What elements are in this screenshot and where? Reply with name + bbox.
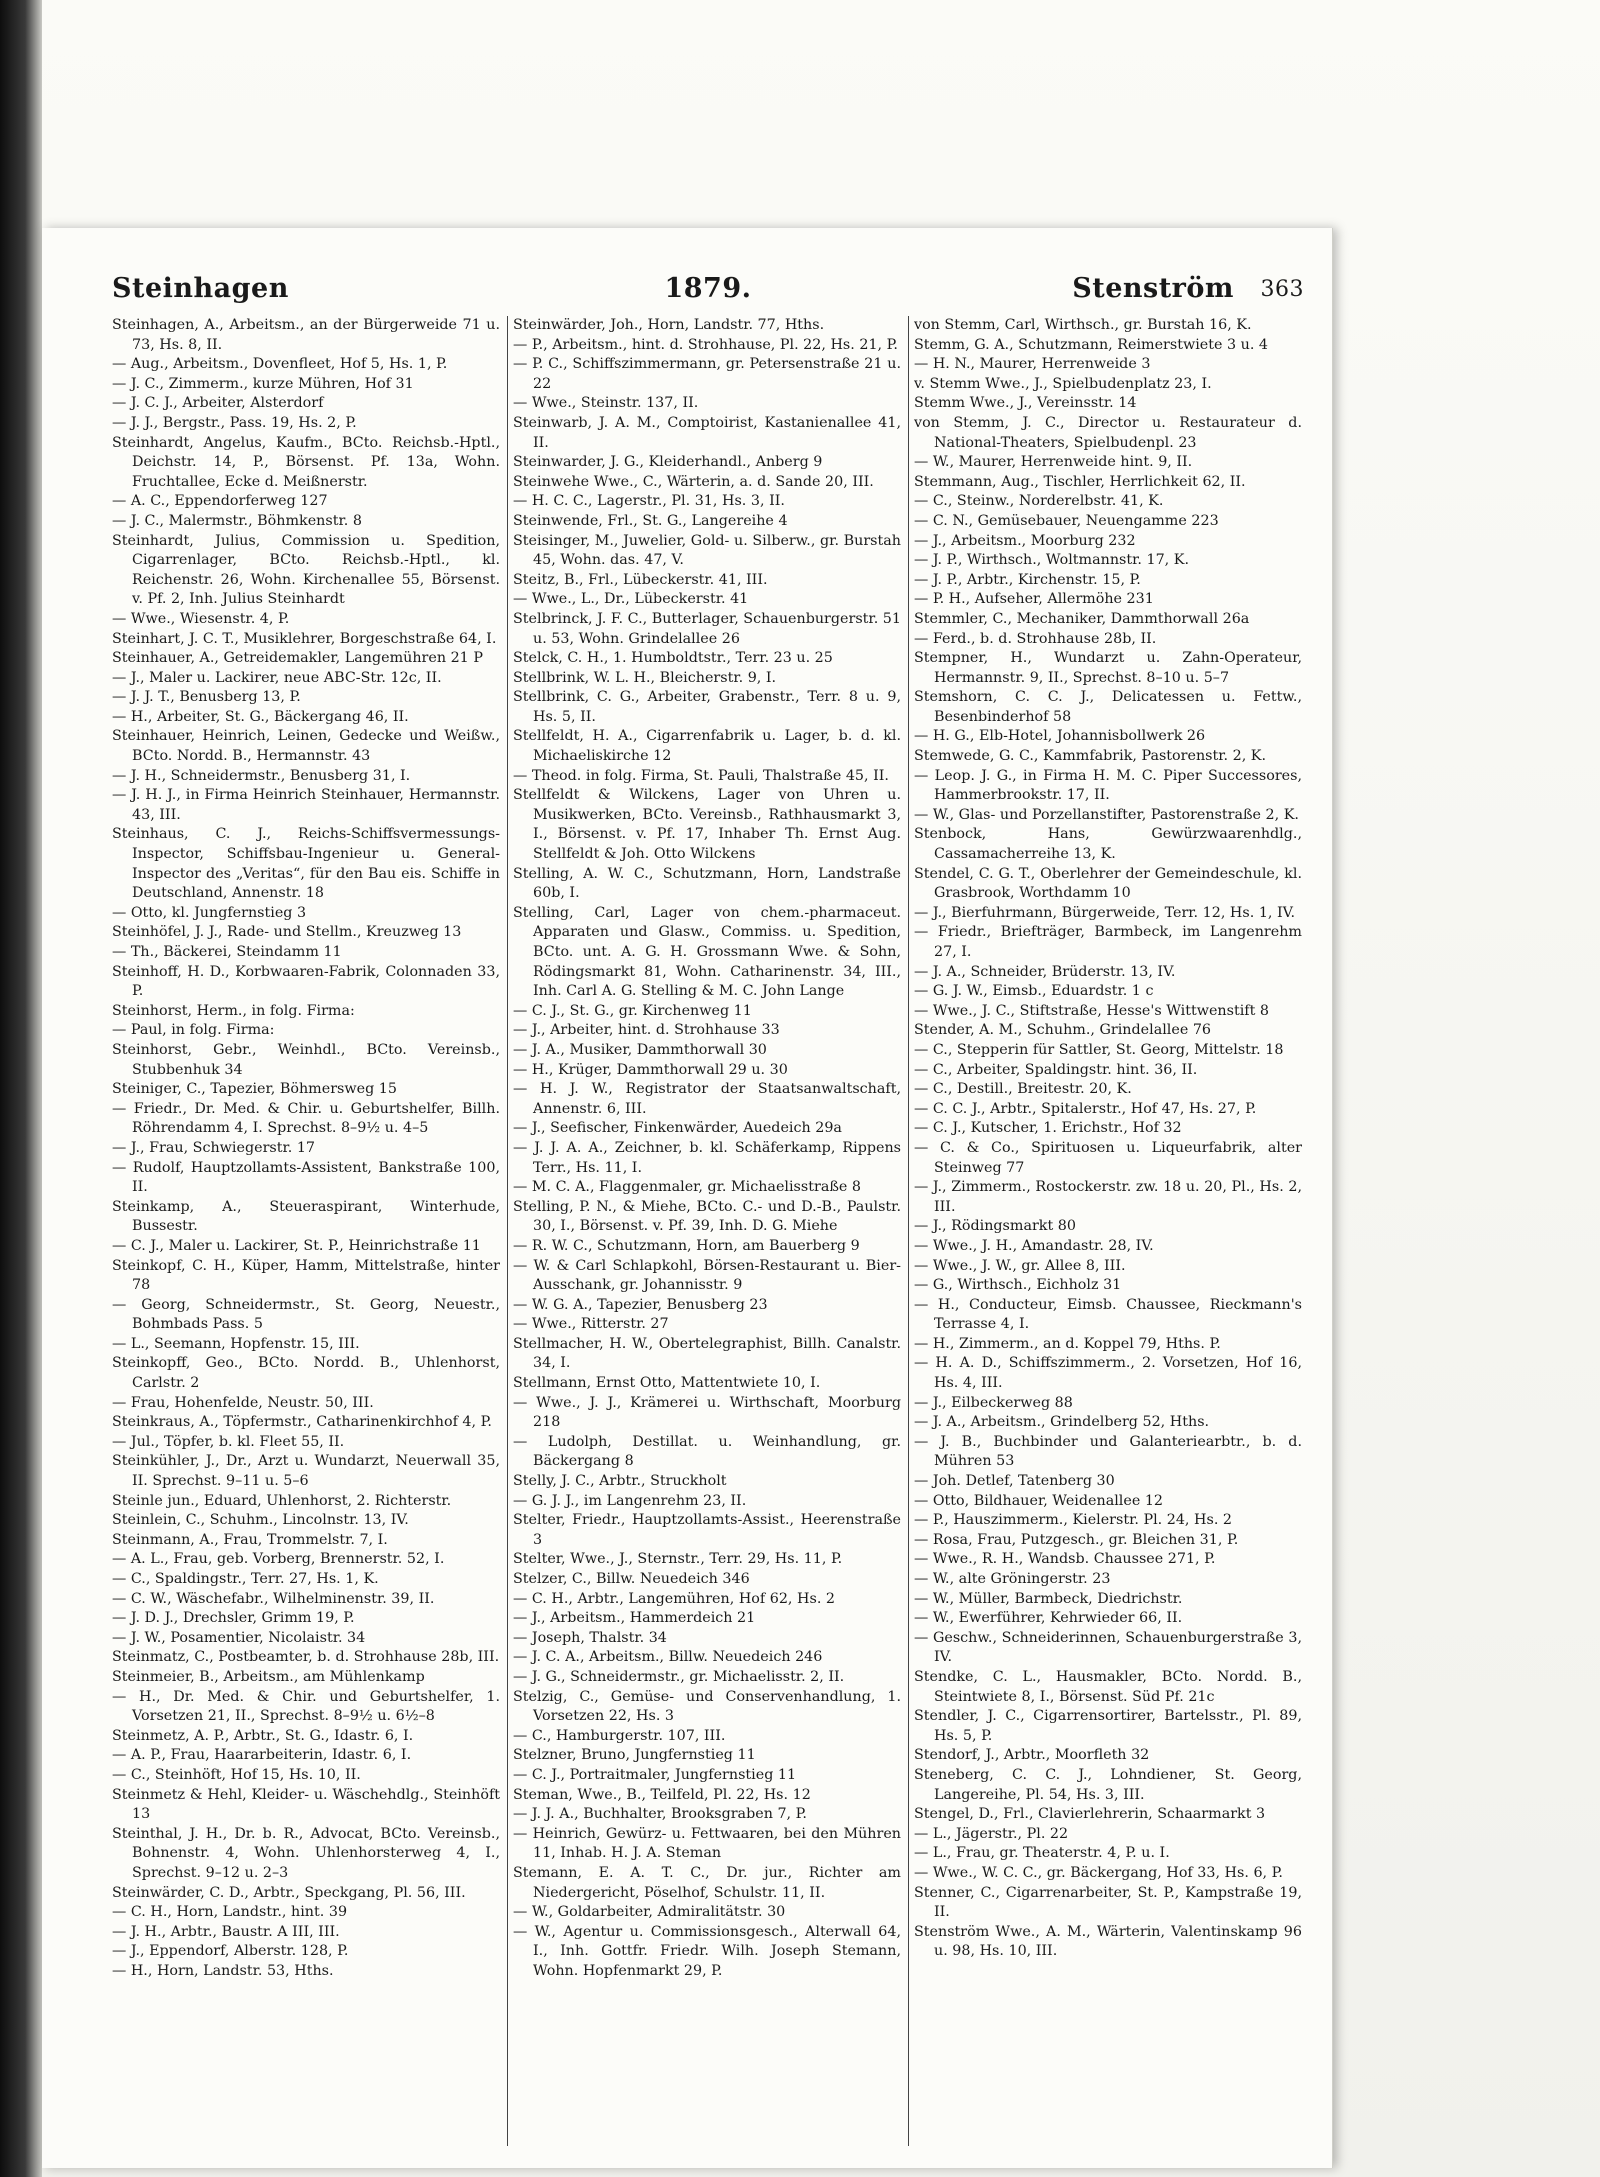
directory-entry: — Wwe., Ritterstr. 27 (513, 1316, 669, 1333)
directory-entry: — Wwe., W. C. C., gr. Bäckergang, Hof 33, Hs. 6, P. (914, 1864, 1283, 1881)
directory-entry: — C. H., Arbtr., Langemühren, Hof 62, Hs. 2 (513, 1590, 836, 1607)
directory-entry: Stelter, Friedr., Hauptzollamts-Assist., Heerenstraße 3 (513, 1512, 901, 1548)
directory-page (42, 228, 1333, 2168)
directory-entry: — Rudolf, Hauptzollamts-Assistent, Bankstraße 100, II. (112, 1159, 500, 1196)
directory-entry: Steinwärder, Joh., Horn, Landstr. 77, Hths. (513, 317, 825, 333)
directory-entry: Steinwarder, J. G., Kleiderhandl., Anberg 9 (513, 454, 823, 471)
directory-entry: — Joseph, Thalstr. 34 (513, 1629, 667, 1646)
directory-entry: Steinhorst, Gebr., Weinhdl., BCto. Vereinsb., Stubbenhuk 34 (112, 1041, 500, 1078)
directory-entry: Stempner, H., Wundarzt u. Zahn-Operateur, Hermannstr. 9, II., Sprechst. 8–10 u. 5–7 (914, 650, 1302, 686)
directory-entry: — J. J. A., Buchhalter, Brooksgraben 7, P. (513, 1806, 807, 1823)
directory-entry: Steinkraus, A., Töpfermstr., Catharinenkirchhof 4, P. (112, 1414, 492, 1431)
directory-entry: Stellmann, Ernst Otto, Mattentwiete 10, I. (513, 1375, 821, 1392)
directory-entry: — J., Eilbeckerweg 88 (914, 1394, 1073, 1411)
directory-entry: Steinmann, A., Frau, Trommelstr. 7, I. (112, 1531, 388, 1548)
directory-entry: — Wwe., J. J., Krämerei u. Wirthschaft, Moorburg 218 (513, 1394, 901, 1431)
directory-entry: Stenner, C., Cigarrenarbeiter, St. P., Kampstraße 19, II. (914, 1884, 1302, 1921)
book-binding-edge (0, 0, 42, 2177)
directory-entry: Stellfeldt, H. A., Cigarrenfabrik u. Lager, b. d. kl. Michaeliskirche 12 (513, 728, 901, 765)
directory-entry: — H. N., Maurer, Herrenweide 3 (914, 356, 1151, 373)
directory-entry: — C., Destill., Breitestr. 20, K. (914, 1081, 1132, 1098)
directory-entry: — J. C. J., Arbeiter, Alsterdorf (112, 395, 324, 412)
directory-entry: — J., Zimmerm., Rostockerstr. zw. 18 u. 20, Pl., Hs. 2, III. (914, 1179, 1302, 1215)
directory-entry: — W., Ewerführer, Kehrwieder 66, II. (914, 1610, 1183, 1627)
directory-entry: — G. J. J., im Langenrehm 23, II. (513, 1492, 747, 1509)
directory-entry: Stelling, Carl, Lager von chem.-pharmaceut. Apparaten und Glasw., Commiss. u. Spedition, BCto. unt. A. G. H. Grossmann Wwe. & Sohn, Rödingsmarkt 81, Wohn. Catharinenstr. 34, III., Inh. Carl A. G. Stelling & M. C. John Lange (513, 904, 901, 1000)
directory-entry: Stendorf, J., Arbtr., Moorfleth 32 (914, 1747, 1150, 1764)
directory-entry: — J. H. J., in Firma Heinrich Steinhauer, Hermannstr. 43, III. (112, 787, 500, 823)
header-year: 1879. (664, 273, 752, 304)
directory-entry: — G., Wirthsch., Eichholz 31 (914, 1277, 1122, 1294)
column-1 (112, 316, 500, 1981)
directory-entry: — Frau, Hohenfelde, Neustr. 50, III. (112, 1394, 374, 1411)
directory-entry: — J. C., Zimmerm., kurze Mühren, Hof 31 (112, 375, 414, 392)
directory-entry: — J. A., Arbeitsm., Grindelberg 52, Hths. (914, 1414, 1210, 1431)
directory-entry: — H., Dr. Med. & Chir. und Geburtshelfer, 1. Vorsetzen 21, II., Sprechst. 8–9½ u. 6½–8 (112, 1688, 500, 1725)
directory-entry: Stelck, C. H., 1. Humboldtstr., Terr. 23 u. 25 (513, 650, 833, 667)
directory-entry: — W., alte Gröningerstr. 23 (914, 1571, 1111, 1587)
directory-entry: Stellbrink, C. G., Arbeiter, Grabenstr., Terr. 8 u. 9, Hs. 5, II. (513, 689, 901, 725)
directory-entry: — J. A., Musiker, Dammthorwall 30 (513, 1041, 767, 1058)
directory-entry: — P., Hauszimmerm., Kielerstr. Pl. 24, Hs. 2 (914, 1512, 1233, 1529)
directory-entry: Stender, A. M., Schuhm., Grindelallee 76 (914, 1022, 1212, 1039)
directory-entry: Steinmeier, B., Arbeitsm., am Mühlenkamp (112, 1668, 425, 1685)
directory-entry: von Stemm, Carl, Wirthsch., gr. Burstah 16, K. (914, 317, 1252, 333)
directory-entry: Steiniger, C., Tapezier, Böhmersweg 15 (112, 1081, 397, 1098)
directory-entry: — W. & Carl Schlapkohl, Börsen-Restaurant u. Bier-Ausschank, gr. Johannisstr. 9 (513, 1257, 901, 1294)
directory-entry: — J., Bierfuhrmann, Bürgerweide, Terr. 12, Hs. 1, IV. (914, 904, 1296, 921)
column-2 (513, 316, 901, 1981)
directory-entry: Steinhaus, C. J., Reichs-Schiffsvermessungs-Inspector, Schiffsbau-Ingenieur u. General-Inspector des „Veritas“, für den Bau eis. Schiffe in Deutschland, Annenstr. 18 (112, 826, 500, 902)
directory-entry: — Friedr., Briefträger, Barmbeck, im Langenrehm 27, I. (914, 924, 1302, 960)
directory-entry: Steitz, B., Frl., Lübeckerstr. 41, III. (513, 571, 768, 588)
directory-entry: Steinhardt, Julius, Commission u. Spedition, Cigarrenlager, BCto. Reichsb.-Hptl., kl. Reichenstr. 26, Wohn. Kirchenallee 55, Börsenst. v. Pf. 2, Inh. Julius Steinhardt (112, 532, 500, 608)
directory-entry: — J. C. A., Arbeitsm., Billw. Neuedeich 246 (513, 1649, 823, 1666)
directory-entry: — Wwe., R. H., Wandsb. Chaussee 271, P. (914, 1551, 1216, 1568)
directory-entry: — Theod. in folg. Firma, St. Pauli, Thalstraße 45, II. (513, 767, 889, 784)
directory-entry: — C., Spaldingstr., Terr. 27, Hs. 1, K. (112, 1571, 379, 1587)
directory-entry: — J. J. T., Benusberg 13, P. (112, 689, 301, 706)
directory-entry: — W., Müller, Barmbeck, Diedrichstr. (914, 1590, 1183, 1607)
directory-entry: — C. H., Horn, Landstr., hint. 39 (112, 1904, 348, 1921)
directory-entry: — A. C., Eppendorferweg 127 (112, 493, 328, 510)
directory-entry: Stemm, G. A., Schutzmann, Reimerstwiete 3 u. 4 (914, 336, 1269, 353)
directory-entry: — J. W., Posamentier, Nicolaistr. 34 (112, 1629, 366, 1646)
directory-entry: Stemm Wwe., J., Vereinsstr. 14 (914, 395, 1137, 412)
directory-entry: — A. P., Frau, Haararbeiterin, Idastr. 6, I. (112, 1747, 412, 1764)
directory-entry: Stemshorn, C. C. J., Delicatessen u. Fettw., Besenbinderhof 58 (914, 689, 1302, 725)
directory-entry: Steinhorst, Herm., in folg. Firma: (112, 1002, 355, 1019)
directory-entry: — M. C. A., Flaggenmaler, gr. Michaelisstraße 8 (513, 1179, 861, 1196)
directory-entry: Steinhart, J. C. T., Musiklehrer, Borgeschstraße 64, I. (112, 630, 497, 647)
directory-entry: — P. H., Aufseher, Allermöhe 231 (914, 591, 1154, 608)
directory-entry: Stemwede, G. C., Kammfabrik, Pastorenstr. 2, K. (914, 748, 1267, 765)
directory-entry: Steinhauer, A., Getreidemakler, Langemühren 21 P (112, 650, 483, 667)
directory-entry: — J. B., Buchbinder und Galanteriearbtr., b. d. Mühren 53 (914, 1433, 1302, 1470)
directory-entry: — C., Steinhöft, Hof 15, Hs. 10, II. (112, 1766, 361, 1783)
directory-entry: Stelzner, Bruno, Jungfernstieg 11 (513, 1747, 756, 1764)
directory-entry: — C., Stepperin für Sattler, St. Georg, Mittelstr. 18 (914, 1041, 1284, 1058)
directory-entry: Steinhoff, H. D., Korbwaaren-Fabrik, Colonnaden 33, P. (112, 963, 500, 1000)
directory-entry: — Wwe., L., Dr., Lübeckerstr. 41 (513, 591, 749, 608)
directory-entry: — Wwe., Steinstr. 137, II. (513, 395, 699, 412)
directory-entry: — Wwe., Wiesenstr. 4, P. (112, 610, 290, 627)
directory-entry: Steinthal, J. H., Dr. b. R., Advocat, BCto. Vereinsb., Bohnenstr. 4, Wohn. Uhlenhorsterweg 4, I., Sprechst. 9–12 u. 2–3 (112, 1825, 500, 1881)
directory-entry: — G. J. W., Eimsb., Eduardstr. 1 c (914, 983, 1154, 1000)
directory-entry: — C. J., Portraitmaler, Jungfernstieg 11 (513, 1766, 797, 1783)
directory-entry: — J., Arbeiter, hint. d. Strohhause 33 (513, 1022, 780, 1039)
directory-entry: — P. C., Schiffszimmermann, gr. Petersenstraße 21 u. 22 (513, 356, 901, 392)
header-left-keyword: Steinhagen (112, 273, 289, 304)
directory-entry: Stellbrink, W. L. H., Bleicherstr. 9, I. (513, 669, 777, 686)
directory-entry: Steinmatz, C., Postbeamter, b. d. Strohhause 28b, III. (112, 1649, 500, 1666)
directory-entry: — H., Zimmerm., an d. Koppel 79, Hths. P. (914, 1335, 1221, 1352)
directory-entry: — H. J. W., Registrator der Staatsanwaltschaft, Annenstr. 6, III. (513, 1081, 901, 1117)
directory-entry: Stelzer, C., Billw. Neuedeich 346 (513, 1571, 750, 1587)
directory-entry: — C. N., Gemüsebauer, Neuengamme 223 (914, 512, 1219, 529)
directory-entry: — J., Rödingsmarkt 80 (914, 1218, 1076, 1235)
directory-entry: — C., Hamburgerstr. 107, III. (513, 1727, 726, 1744)
column-divider (908, 316, 909, 2146)
directory-entry: — J. C., Malermstr., Böhmkenstr. 8 (112, 512, 362, 529)
directory-entry: von Stemm, J. C., Director u. Restaurateur d. National-Theaters, Spielbudenpl. 23 (914, 414, 1302, 451)
directory-entry: Stellfeldt & Wilckens, Lager von Uhren u. Musikwerken, BCto. Vereinsb., Rathhausmarkt 3, I., Börsenst. v. Pf. 17, Inhaber Th. Ernst Aug. Stellfeldt & Joh. Otto Wilckens (513, 787, 901, 863)
directory-entry: — Heinrich, Gewürz- u. Fettwaaren, bei den Mühren 11, Inhab. H. J. A. Steman (513, 1825, 901, 1862)
directory-entry: — H., Conducteur, Eimsb. Chaussee, Rieckmann's Terrasse 4, I. (914, 1296, 1302, 1333)
directory-entry: — Th., Bäckerei, Steindamm 11 (112, 944, 342, 960)
directory-entry: — R. W. C., Schutzmann, Horn, am Bauerberg 9 (513, 1237, 860, 1254)
directory-entry: — J., Arbeitsm., Hammerdeich 21 (513, 1610, 756, 1627)
directory-entry: Steinwärder, C. D., Arbtr., Speckgang, Pl. 56, III. (112, 1884, 466, 1901)
directory-entry: — W. G. A., Tapezier, Benusberg 23 (513, 1296, 768, 1313)
directory-entry: Steinwarb, J. A. M., Comptoirist, Kastanienallee 41, II. (513, 414, 901, 451)
directory-entry: — J. J., Bergstr., Pass. 19, Hs. 2, P. (112, 414, 357, 431)
directory-entry: Steinhöfel, J. J., Rade- und Stellm., Kreuzweg 13 (112, 924, 462, 941)
directory-entry: Steinhagen, A., Arbeitsm., an der Bürgerweide 71 u. 73, Hs. 8, II. (112, 317, 500, 353)
directory-entry: Steinhardt, Angelus, Kaufm., BCto. Reichsb.-Hptl., Deichstr. 14, P., Börsenst. Pf. 13a, Wohn. Fruchtallee, Ecke d. Meißnerstr. (112, 434, 500, 490)
directory-entry: — Wwe., J. W., gr. Allee 8, III. (914, 1257, 1126, 1274)
directory-entry: Stelling, P. N., & Miehe, BCto. C.- und D.-B., Paulstr. 30, I., Börsenst. v. Pf. 39, Inh. D. G. Miehe (513, 1198, 901, 1235)
directory-entry: — J., Frau, Schwiegerstr. 17 (112, 1139, 316, 1156)
page-number: 363 (1260, 277, 1304, 302)
directory-entry: Steisinger, M., Juwelier, Gold- u. Silberw., gr. Burstah 45, Wohn. das. 47, V. (513, 532, 901, 569)
directory-entry: — Wwe., J. C., Stiftstraße, Hesse's Wittwenstift 8 (914, 1002, 1269, 1019)
directory-entry: — J., Arbeitsm., Moorburg 232 (914, 532, 1136, 549)
column-3 (914, 316, 1302, 1962)
directory-entry: — Rosa, Frau, Putzgesch., gr. Bleichen 31, P. (914, 1531, 1239, 1548)
directory-entry: — L., Jägerstr., Pl. 22 (914, 1825, 1069, 1842)
directory-entry: — J. P., Arbtr., Kirchenstr. 15, P. (914, 571, 1141, 588)
directory-entry: — H. A. D., Schiffszimmerm., 2. Vorsetzen, Hof 16, Hs. 4, III. (914, 1355, 1302, 1392)
directory-entry: Stelling, A. W. C., Schutzmann, Horn, Landstraße 60b, I. (513, 865, 901, 902)
directory-entry: — J. A., Schneider, Brüderstr. 13, IV. (914, 963, 1176, 980)
directory-entry: — C. J., Maler u. Lackirer, St. P., Heinrichstraße 11 (112, 1237, 481, 1254)
directory-entry: — H. C. C., Lagerstr., Pl. 31, Hs. 3, II. (513, 493, 785, 510)
page-header (112, 273, 1304, 309)
directory-entry: — W., Maurer, Herrenweide hint. 9, II. (914, 454, 1193, 471)
directory-entry: — C. J., St. G., gr. Kirchenweg 11 (513, 1002, 752, 1019)
directory-entry: — Otto, Bildhauer, Weidenallee 12 (914, 1492, 1164, 1509)
directory-entry: — Ludolph, Destillat. u. Weinhandlung, gr. Bäckergang 8 (513, 1433, 901, 1470)
directory-entry: — C. W., Wäschefabr., Wilhelminenstr. 39, II. (112, 1590, 435, 1607)
directory-entry: — L., Frau, gr. Theaterstr. 4, P. u. I. (914, 1845, 1170, 1862)
directory-entry: Stendler, J. C., Cigarrensortirer, Bartelsstr., Pl. 89, Hs. 5, P. (914, 1708, 1302, 1744)
directory-entry: — L., Seemann, Hopfenstr. 15, III. (112, 1335, 360, 1352)
directory-entry: Steinmetz & Hehl, Kleider- u. Wäschehdlg., Steinhöft 13 (112, 1786, 500, 1823)
directory-entry: Steinkopf, C. H., Küper, Hamm, Mittelstraße, hinter 78 (112, 1257, 500, 1294)
directory-entry: Stemmann, Aug., Tischler, Herrlichkeit 62, II. (914, 473, 1246, 490)
directory-entry: Steinhauer, Heinrich, Leinen, Gedecke und Weißw., BCto. Nordd. B., Hermannstr. 43 (112, 728, 500, 765)
directory-entry: v. Stemm Wwe., J., Spielbudenplatz 23, I. (914, 375, 1212, 392)
directory-entry: — C. & Co., Spirituosen u. Liqueurfabrik, alter Steinweg 77 (914, 1139, 1302, 1176)
directory-entry: Steinkopff, Geo., BCto. Nordd. B., Uhlenhorst, Carlstr. 2 (112, 1355, 500, 1392)
directory-entry: — C. C. J., Arbtr., Spitalerstr., Hof 47, Hs. 27, P. (914, 1100, 1257, 1117)
directory-entry: Stenbock, Hans, Gewürzwaarenhdlg., Cassamacherreihe 13, K. (914, 826, 1302, 863)
directory-entry: — C., Arbeiter, Spaldingstr. hint. 36, II. (914, 1061, 1198, 1078)
directory-entry: — W., Glas- und Porzellanstifter, Pastorenstraße 2, K. (914, 806, 1299, 823)
directory-entry: — Georg, Schneidermstr., St. Georg, Neuestr., Bohmbads Pass. 5 (112, 1296, 500, 1333)
directory-entry: — J. G., Schneidermstr., gr. Michaelisstr. 2, II. (513, 1668, 845, 1685)
directory-entry: Steinlein, C., Schuhm., Lincolnstr. 13, IV. (112, 1512, 409, 1529)
directory-entry: — Aug., Arbeitsm., Dovenfleet, Hof 5, Hs. 1, P. (112, 356, 448, 373)
directory-entry: — J. D. J., Drechsler, Grimm 19, P. (112, 1610, 355, 1627)
directory-entry: — Leop. J. G., in Firma H. M. C. Piper Successores, Hammerbrookstr. 17, II. (914, 767, 1302, 804)
directory-entry: Steinkühler, J., Dr., Arzt u. Wundarzt, Neuerwall 35, II. Sprechst. 9–11 u. 5–6 (112, 1453, 500, 1490)
directory-entry: — Jul., Töpfer, b. kl. Fleet 55, II. (112, 1433, 345, 1450)
directory-entry: Stenström Wwe., A. M., Wärterin, Valentinskamp 96 u. 98, Hs. 10, III. (914, 1923, 1302, 1960)
directory-entry: — J. H., Arbtr., Baustr. A III, III. (112, 1923, 340, 1940)
directory-entry: — J., Seefischer, Finkenwärder, Auedeich 29a (513, 1120, 842, 1137)
directory-entry: — J. J. A. A., Zeichner, b. kl. Schäferkamp, Rippens Terr., Hs. 11, I. (513, 1139, 901, 1176)
directory-entry: Stendel, C. G. T., Oberlehrer der Gemeindeschule, kl. Grasbrook, Worthdamm 10 (914, 865, 1302, 902)
directory-entry: Steman, Wwe., B., Teilfeld, Pl. 22, Hs. 12 (513, 1786, 811, 1803)
directory-entry: Stelly, J. C., Arbtr., Struckholt (513, 1473, 727, 1490)
directory-entry: — Wwe., J. H., Amandastr. 28, IV. (914, 1237, 1154, 1254)
directory-entry: Steinwende, Frl., St. G., Langereihe 4 (513, 512, 788, 529)
directory-entry: — C., Steinw., Norderelbstr. 41, K. (914, 493, 1164, 510)
header-right-keyword: Stenström (1072, 273, 1234, 304)
directory-entry: — W., Agentur u. Commissionsgesch., Alterwall 64, I., Inh. Gottfr. Friedr. Wilh. Joseph Stemann, Wohn. Hopfenmarkt 29, P. (513, 1923, 901, 1979)
directory-entry: — Paul, in folg. Firma: (112, 1022, 275, 1039)
directory-entry: Stemann, E. A. T. C., Dr. jur., Richter am Niedergericht, Pöselhof, Schulstr. 11, II. (513, 1864, 901, 1901)
directory-entry: Stellmacher, H. W., Obertelegraphist, Billh. Canalstr. 34, I. (513, 1335, 901, 1372)
directory-entry: — P., Arbeitsm., hint. d. Strohhause, Pl. 22, Hs. 21, P. (513, 336, 898, 353)
directory-entry: — W., Goldarbeiter, Admiralitätstr. 30 (513, 1904, 786, 1921)
directory-entry: — A. L., Frau, geb. Vorberg, Brennerstr. 52, I. (112, 1551, 445, 1568)
directory-entry: Stengel, D., Frl., Clavierlehrerin, Schaarmarkt 3 (914, 1806, 1266, 1823)
directory-entry: — Ferd., b. d. Strohhause 28b, II. (914, 630, 1157, 647)
directory-entry: Stelzig, C., Gemüse- und Conservenhandlung, 1. Vorsetzen 22, Hs. 3 (513, 1688, 901, 1725)
directory-entry: — J., Maler u. Lackirer, neue ABC-Str. 12c, II. (112, 669, 442, 686)
column-divider (507, 316, 508, 2146)
directory-entry: — Otto, kl. Jungfernstieg 3 (112, 904, 307, 921)
directory-columns (112, 316, 1304, 2146)
directory-entry: Steinwehe Wwe., C., Wärterin, a. d. Sande 20, III. (513, 473, 874, 490)
directory-entry: Steinle jun., Eduard, Uhlenhorst, 2. Richterstr. (112, 1492, 452, 1509)
directory-entry: — H. G., Elb-Hotel, Johannisbollwerk 26 (914, 728, 1206, 745)
directory-entry: — J., Eppendorf, Alberstr. 128, P. (112, 1943, 349, 1960)
directory-entry: — J. P., Wirthsch., Woltmannstr. 17, K. (914, 552, 1189, 569)
directory-entry: — H., Horn, Landstr. 53, Hths. (112, 1962, 334, 1979)
directory-entry: Stemmler, C., Mechaniker, Dammthorwall 26a (914, 610, 1250, 627)
directory-entry: Steinmetz, A. P., Arbtr., St. G., Idastr. 6, I. (112, 1727, 414, 1744)
directory-entry: — H., Arbeiter, St. G., Bäckergang 46, II. (112, 708, 409, 725)
directory-entry: — Joh. Detlef, Tatenberg 30 (914, 1473, 1115, 1490)
directory-entry: — Friedr., Dr. Med. & Chir. u. Geburtshelfer, Billh. Röhrendamm 4, I. Sprechst. 8–9½ u. 4–5 (112, 1100, 500, 1137)
directory-entry: Stelbrinck, J. F. C., Butterlager, Schauenburgerstr. 51 u. 53, Wohn. Grindelallee 26 (513, 610, 901, 647)
directory-entry: Stelter, Wwe., J., Sternstr., Terr. 29, Hs. 11, P. (513, 1551, 843, 1568)
directory-entry: — Geschw., Schneiderinnen, Schauenburgerstraße 3, IV. (914, 1629, 1302, 1666)
directory-entry: Stendke, C. L., Hausmakler, BCto. Nordd. B., Steintwiete 8, I., Börsenst. Süd Pf. 21c (914, 1668, 1302, 1705)
directory-entry: Steneberg, C. C. J., Lohndiener, St. Georg, Langereihe, Pl. 54, Hs. 3, III. (914, 1766, 1302, 1803)
directory-entry: — C. J., Kutscher, 1. Erichstr., Hof 32 (914, 1120, 1182, 1137)
directory-entry: Steinkamp, A., Steueraspirant, Winterhude, Bussestr. (112, 1198, 500, 1235)
directory-entry: — J. H., Schneidermstr., Benusberg 31, I. (112, 767, 411, 784)
directory-entry: — H., Krüger, Dammthorwall 29 u. 30 (513, 1061, 788, 1078)
